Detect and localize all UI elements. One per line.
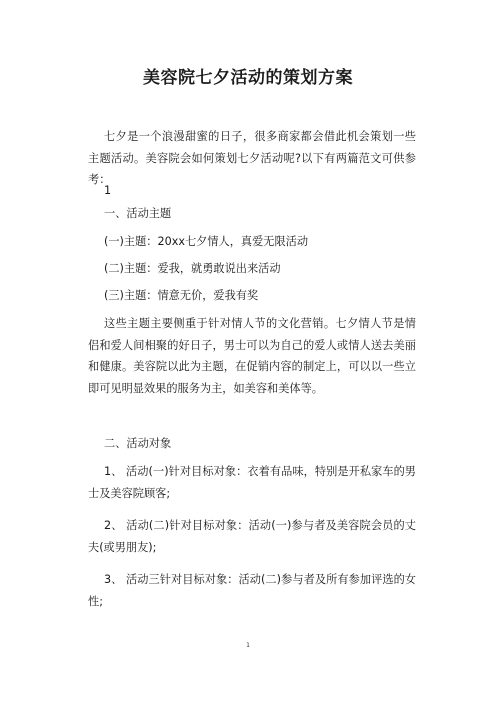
theme-item-2: (二)主题：爱我，就勇敢说出来活动: [104, 262, 281, 275]
theme-item-1: (一)主题：20xx七夕情人，真爱无限活动: [104, 235, 309, 248]
target-item-3: 3、 活动三针对目标对象：活动(二)参与者及所有参加评选的女性;: [88, 573, 416, 608]
page-number: 1: [246, 642, 250, 649]
target-item-2: 2、 活动(二)针对目标对象：活动(一)参与者及美容院会员的丈夫(或男朋友);: [88, 519, 416, 554]
section-number: 1: [104, 184, 112, 197]
document-title: 美容院七夕活动的策划方案: [143, 68, 353, 88]
summary-paragraph: 这些主题主要侧重于针对情人节的文化营销。七夕情人节是情侣和爱人间相聚的好日子，男士可以为自己的爱人或情人送去美丽和健康。美容院以此为主题，在促销内容的制定上，可以以一些立即可见明显效果的服务为主，如美容和美体等。: [88, 317, 416, 395]
theme-item-3: (三)主题：情意无价，爱我有奖: [104, 289, 259, 302]
target-item-1: 1、 活动(一)针对目标对象：衣着有品味，特别是开私家车的男士及美容院顾客;: [88, 465, 416, 500]
heading-activity-theme: 一、活动主题: [104, 207, 172, 220]
heading-activity-target: 二、活动对象: [104, 437, 172, 450]
intro-paragraph: 七夕是一个浪漫甜蜜的日子，很多商家都会借此机会策划一些主题活动。美容院会如何策划七夕活动呢?以下有两篇范文可供参考：: [88, 130, 416, 186]
